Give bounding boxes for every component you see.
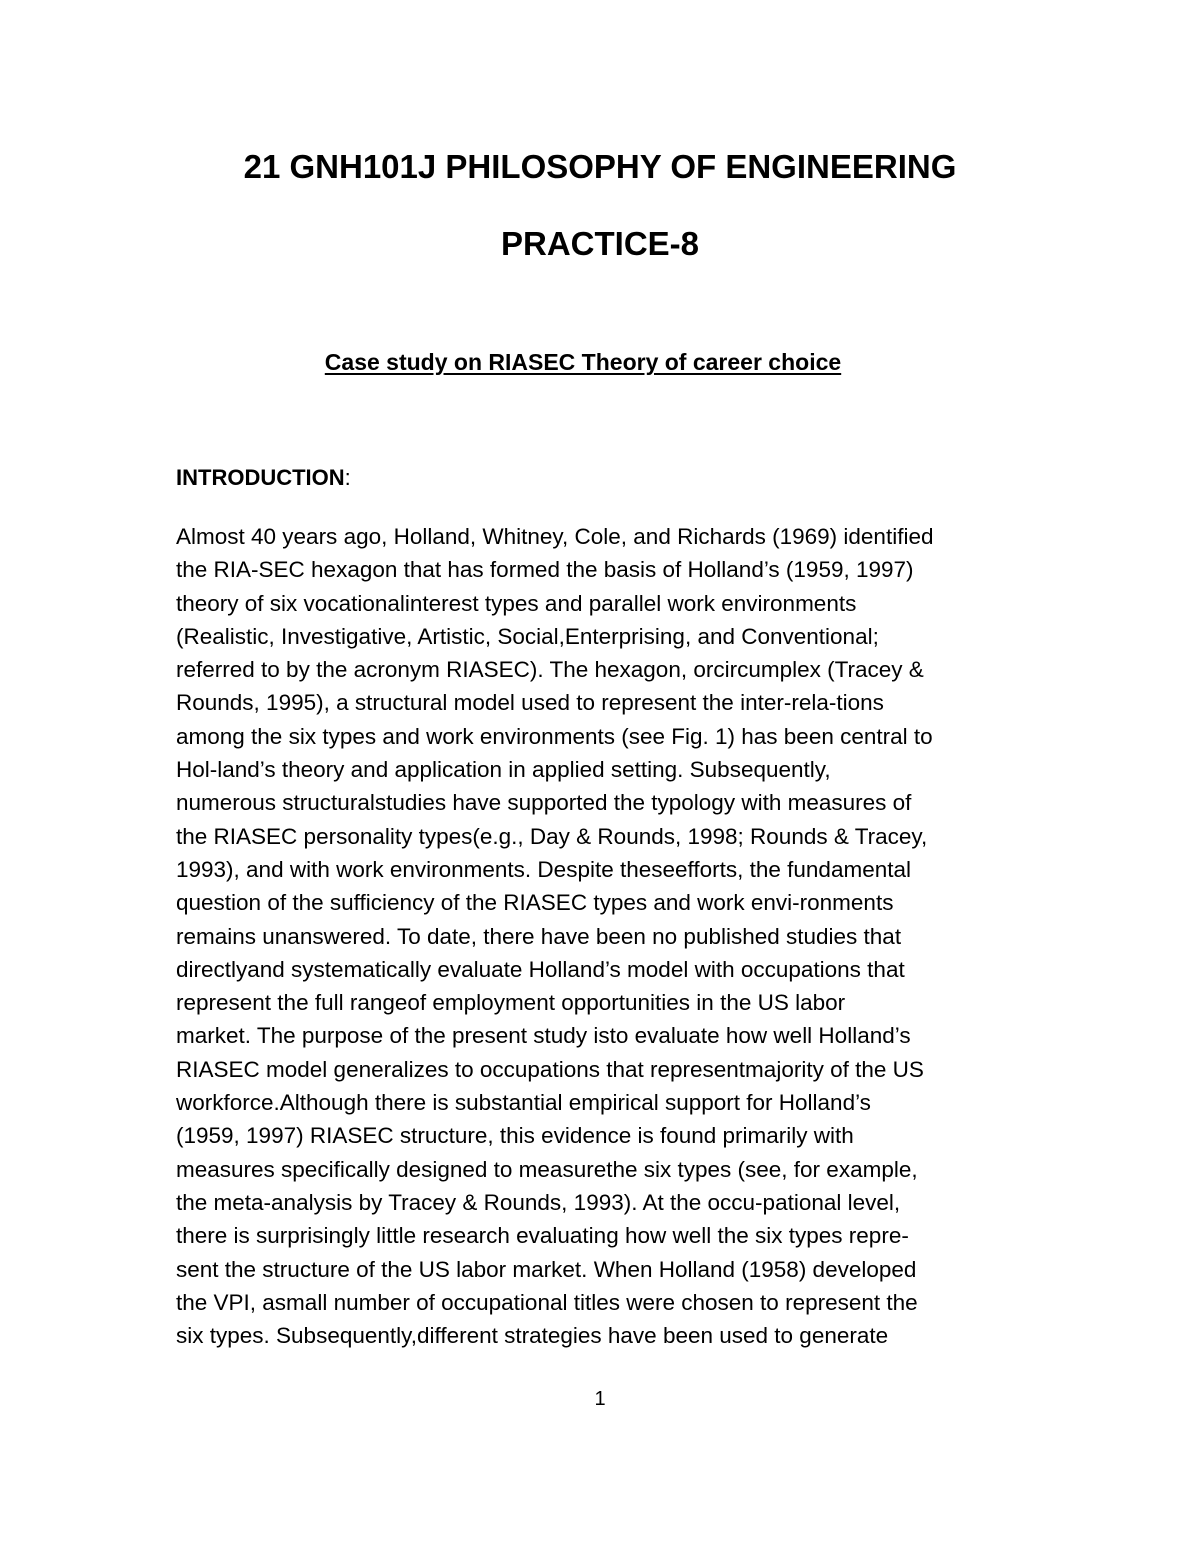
body-line: the VPI, asmall number of occupational titles were chosen to represent the	[176, 1289, 918, 1315]
body-line: six types. Subsequently,different strategies have been used to generate	[176, 1323, 889, 1349]
body-line: market. The purpose of the present study isto evaluate how well Holland’s	[176, 1023, 911, 1049]
body-paragraph	[176, 520, 1036, 1352]
section-heading-colon: :	[344, 465, 351, 490]
body-line: the meta-analysis by Tracey & Rounds, 1993). At the occu-pational level,	[176, 1189, 901, 1215]
body-line: theory of six vocationalinterest types and parallel work environments	[176, 590, 857, 616]
body-line: measures specifically designed to measurethe six types (see, for example,	[176, 1156, 918, 1182]
body-line: numerous structuralstudies have supported the typology with measures of	[176, 790, 912, 816]
body-line: remains unanswered. To date, there have been no published studies that	[176, 923, 902, 949]
body-line: RIASEC model generalizes to occupations that representmajority of the US	[176, 1056, 924, 1082]
body-line: 1993), and with work environments. Despite theseefforts, the fundamental	[176, 856, 911, 882]
section-heading-label: INTRODUCTION	[176, 465, 345, 490]
body-line: directlyand systematically evaluate Holland’s model with occupations that	[176, 956, 905, 982]
body-line: the RIASEC personality types(e.g., Day & Rounds, 1998; Rounds & Tracey,	[176, 823, 928, 849]
body-line: sent the structure of the US labor market. When Holland (1958) developed	[176, 1256, 917, 1282]
body-line: Almost 40 years ago, Holland, Whitney, Cole, and Richards (1969) identified	[176, 524, 934, 549]
body-line: Hol-land’s theory and application in applied setting. Subsequently,	[176, 757, 831, 783]
body-line: question of the sufficiency of the RIASEC types and work envi-ronments	[176, 890, 894, 916]
body-line: (Realistic, Investigative, Artistic, Social,Enterprising, and Conventional;	[176, 623, 879, 649]
body-line: Rounds, 1995), a structural model used to represent the inter-rela-tions	[176, 690, 884, 716]
section-heading	[176, 463, 351, 493]
document-title: 21 GNH101J PHILOSOPHY OF ENGINEERING	[243, 148, 957, 185]
page-number: 1	[594, 1388, 606, 1410]
body-line: there is surprisingly little research evaluating how well the six types repre-	[176, 1223, 909, 1249]
body-line: represent the full rangeof employment opportunities in the US labor	[176, 990, 846, 1016]
body-line: among the six types and work environments (see Fig. 1) has been central to	[176, 723, 933, 749]
document-subtitle: PRACTICE-8	[500, 225, 700, 262]
case-study-heading: Case study on RIASEC Theory of career choice	[324, 349, 842, 375]
body-line: the RIA-SEC hexagon that has formed the basis of Holland’s (1959, 1997)	[176, 557, 914, 583]
body-line: workforce.Although there is substantial empirical support for Holland’s	[176, 1090, 871, 1116]
body-line: referred to by the acronym RIASEC). The hexagon, orcircumplex (Tracey &	[176, 657, 924, 683]
body-line: (1959, 1997) RIASEC structure, this evidence is found primarily with	[176, 1123, 854, 1149]
